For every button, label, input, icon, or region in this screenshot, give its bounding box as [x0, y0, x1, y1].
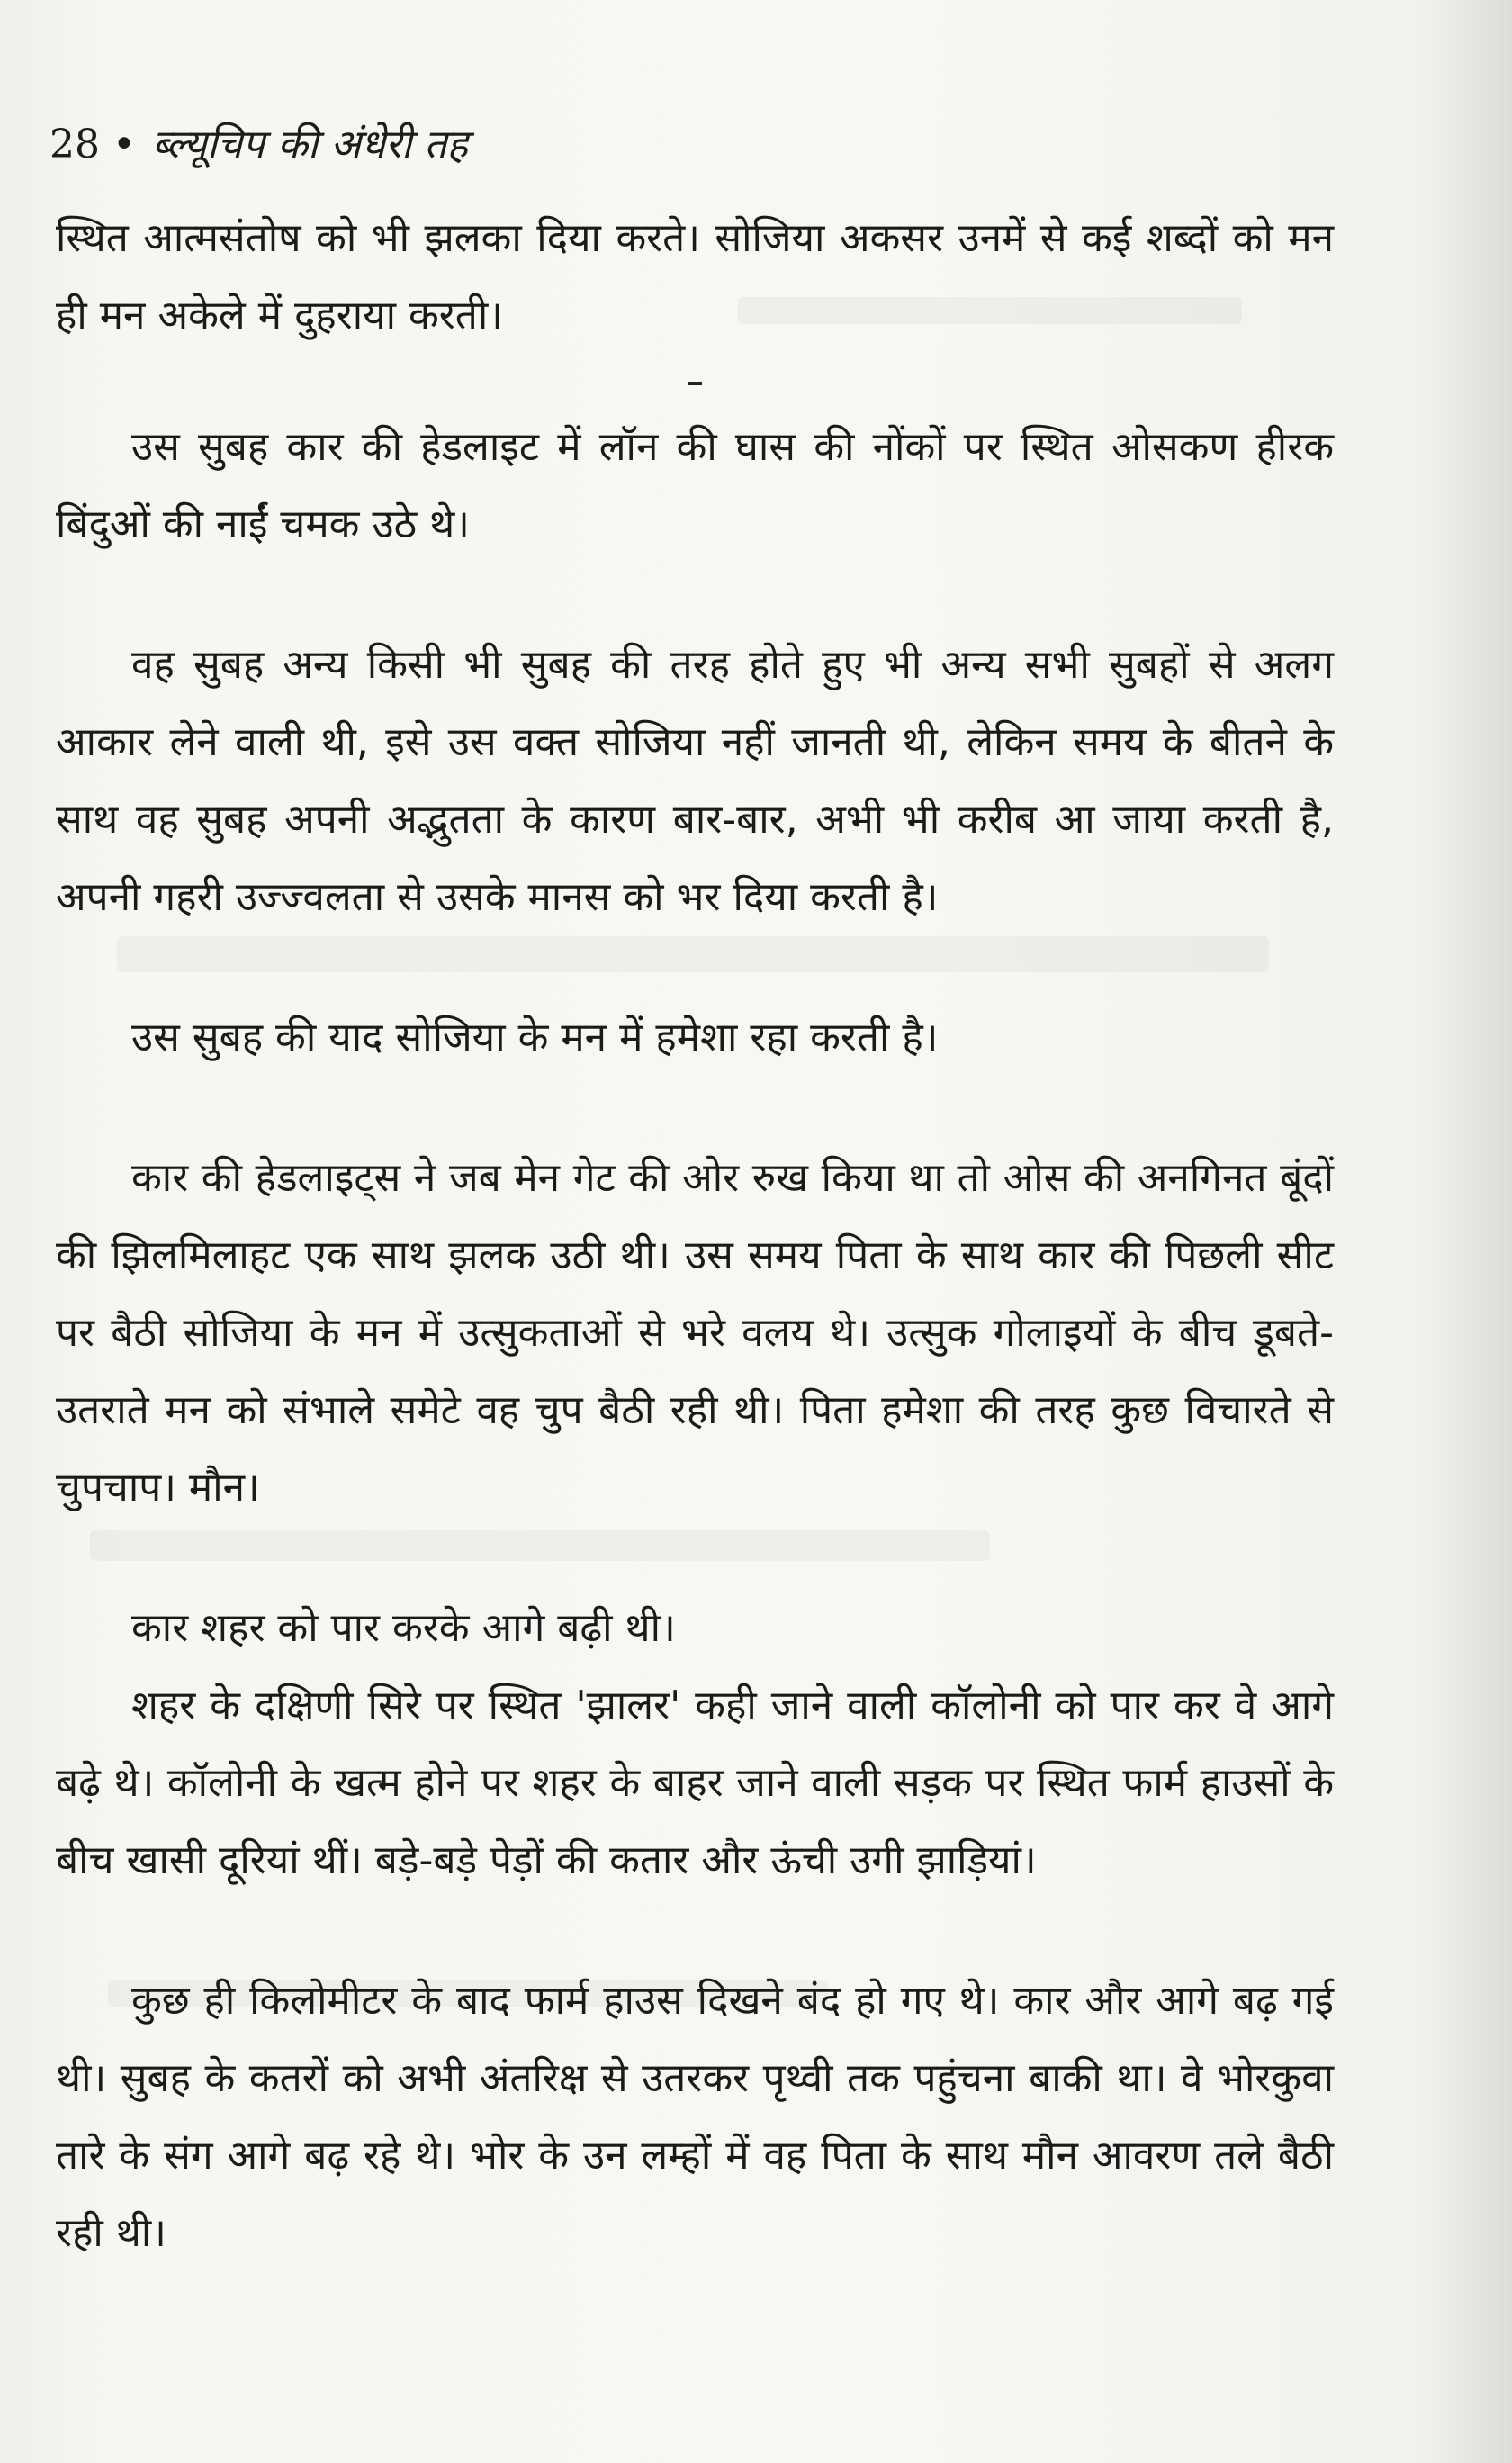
- header-bullet: •: [112, 122, 136, 167]
- paragraph: कुछ ही किलोमीटर के बाद फार्म हाउस दिखने बंद हो गए थे। कार और आगे बढ़ गई थी। सुबह के कतरों को अभी अंतरिक्ष से उतरकर पृथ्वी तक पहुंचना बाकी था। वे भोरकुवा तारे के संग आगे बढ़ रहे थे। भोर के उन लम्हों में वह पिता के साथ मौन आवरण तले बैठी रही थी।: [56, 1978, 1334, 2256]
- separator-dash: [688, 382, 702, 385]
- paragraph: उस सुबह की याद सोजिया के मन में हमेशा रहा करती है।: [131, 1015, 939, 1060]
- paragraph: स्थित आत्मसंतोष को भी झलका दिया करते। सोजिया अकसर उनमें से कई शब्दों को मन ही मन अकेले में दुहराया करती।: [56, 215, 1334, 338]
- paragraph: उस सुबह कार की हेडलाइट में लॉन की घास की नोंकों पर स्थित ओसकण हीरक बिंदुओं की नाईं चमक उठे थे।: [56, 424, 1334, 547]
- body-text: [56, 200, 1334, 2272]
- page-number: 28: [50, 122, 100, 167]
- paragraph: कार शहर को पार करके आगे बढ़ी थी।: [131, 1605, 676, 1651]
- section-separator: [56, 355, 1334, 409]
- paragraph: कार की हेडलाइट्स ने जब मेन गेट की ओर रुख किया था तो ओस की अनगिनत बूंदों की झिलमिलाहट एक साथ झलक उठी थी। उस समय पिता के साथ कार की पिछली सीट पर बैठी सोजिया के मन में उत्सुकताओं से भरे वलय थे। उत्सुक गोलाइयों के बीच डूबते-उतराते मन को संभाले समेटे वह चुप बैठी रही थी। पिता हमेशा की तरह कुछ विचारते से चुपचाप। मौन।: [56, 1155, 1334, 1511]
- paragraph: शहर के दक्षिणी सिरे पर स्थित 'झालर' कही जाने वाली कॉलोनी को पार कर वे आगे बढ़े थे। कॉलोनी के खत्म होने पर शहर के बाहर जाने वाली सड़क पर स्थित फार्म हाउसों के बीच खासी दूरियां थीं। बड़े-बड़े पेड़ों की कतार और ऊंची उगी झाड़ियां।: [56, 1683, 1334, 1883]
- book-title: ब्ल्यूचिप की अंधेरी तह: [151, 122, 468, 167]
- paragraph: वह सुबह अन्य किसी भी सुबह की तरह होते हुए भी अन्य सभी सुबहों से अलग आकार लेने वाली थी, इसे उस वक्त सोजिया नहीं जानती थी, लेकिन समय के बीतने के साथ वह सुबह अपनी अद्भुतता के कारण बार-बार, अभी भी करीब आ जाया करती है, अपनी गहरी उज्ज्वलता से उसके मानस को भर दिया करती है।: [56, 642, 1334, 920]
- running-header: [50, 115, 468, 169]
